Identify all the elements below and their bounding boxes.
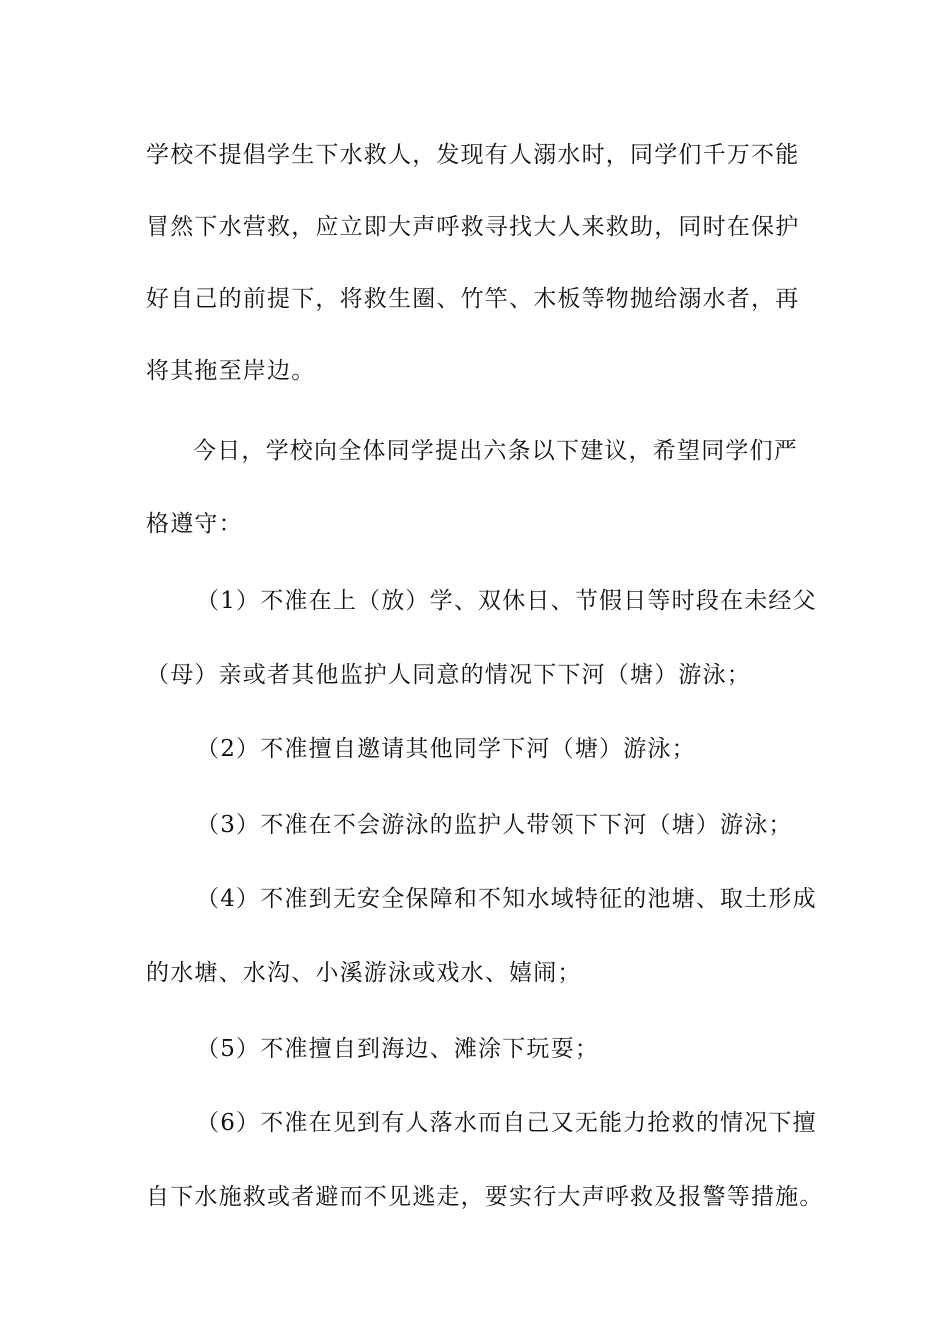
rule-4-line-2: 的水塘、水沟、小溪游泳或戏水、嬉闹； xyxy=(146,960,582,986)
paragraph-1-line-2: 冒然下水营救，应立即大声呼救寻找大人来救助，同时在保护 xyxy=(146,214,800,240)
paragraph-2-line-1: 今日，学校向全体同学提出六条以下建议，希望同学们严 xyxy=(193,438,798,464)
rule-6-line-1: （6）不准在见到有人落水而自己又无能力抢救的情况下擅 xyxy=(196,1110,817,1136)
rule-5-line-1: （5）不准擅自到海边、滩涂下玩耍； xyxy=(196,1036,600,1062)
paragraph-1-line-4: 将其拖至岸边。 xyxy=(146,358,316,384)
rule-6-line-2: 自下水施救或者避而不见逃走，要实行大声呼救及报警等措施。 xyxy=(146,1184,824,1210)
rule-3-line-1: （3）不准在不会游泳的监护人带领下下河（塘）游泳； xyxy=(196,812,793,838)
paragraph-1-line-1: 学校不提倡学生下水救人，发现有人溺水时，同学们千万不能 xyxy=(146,142,800,168)
rule-4-line-1: （4）不准到无安全保障和不知水域特征的池塘、取土形成 xyxy=(196,886,817,912)
paragraph-1-line-3: 好自己的前提下，将救生圈、竹竿、木板等物抛给溺水者，再 xyxy=(146,286,800,312)
rule-1-line-2: （母）亲或者其他监护人同意的情况下下河（塘）游泳； xyxy=(146,662,751,688)
rule-1-line-1: （1）不准在上（放）学、双休日、节假日等时段在未经父 xyxy=(196,588,817,614)
rule-2-line-1: （2）不准擅自邀请其他同学下河（塘）游泳； xyxy=(196,736,696,762)
paragraph-2-line-2: 格遵守： xyxy=(146,511,243,537)
